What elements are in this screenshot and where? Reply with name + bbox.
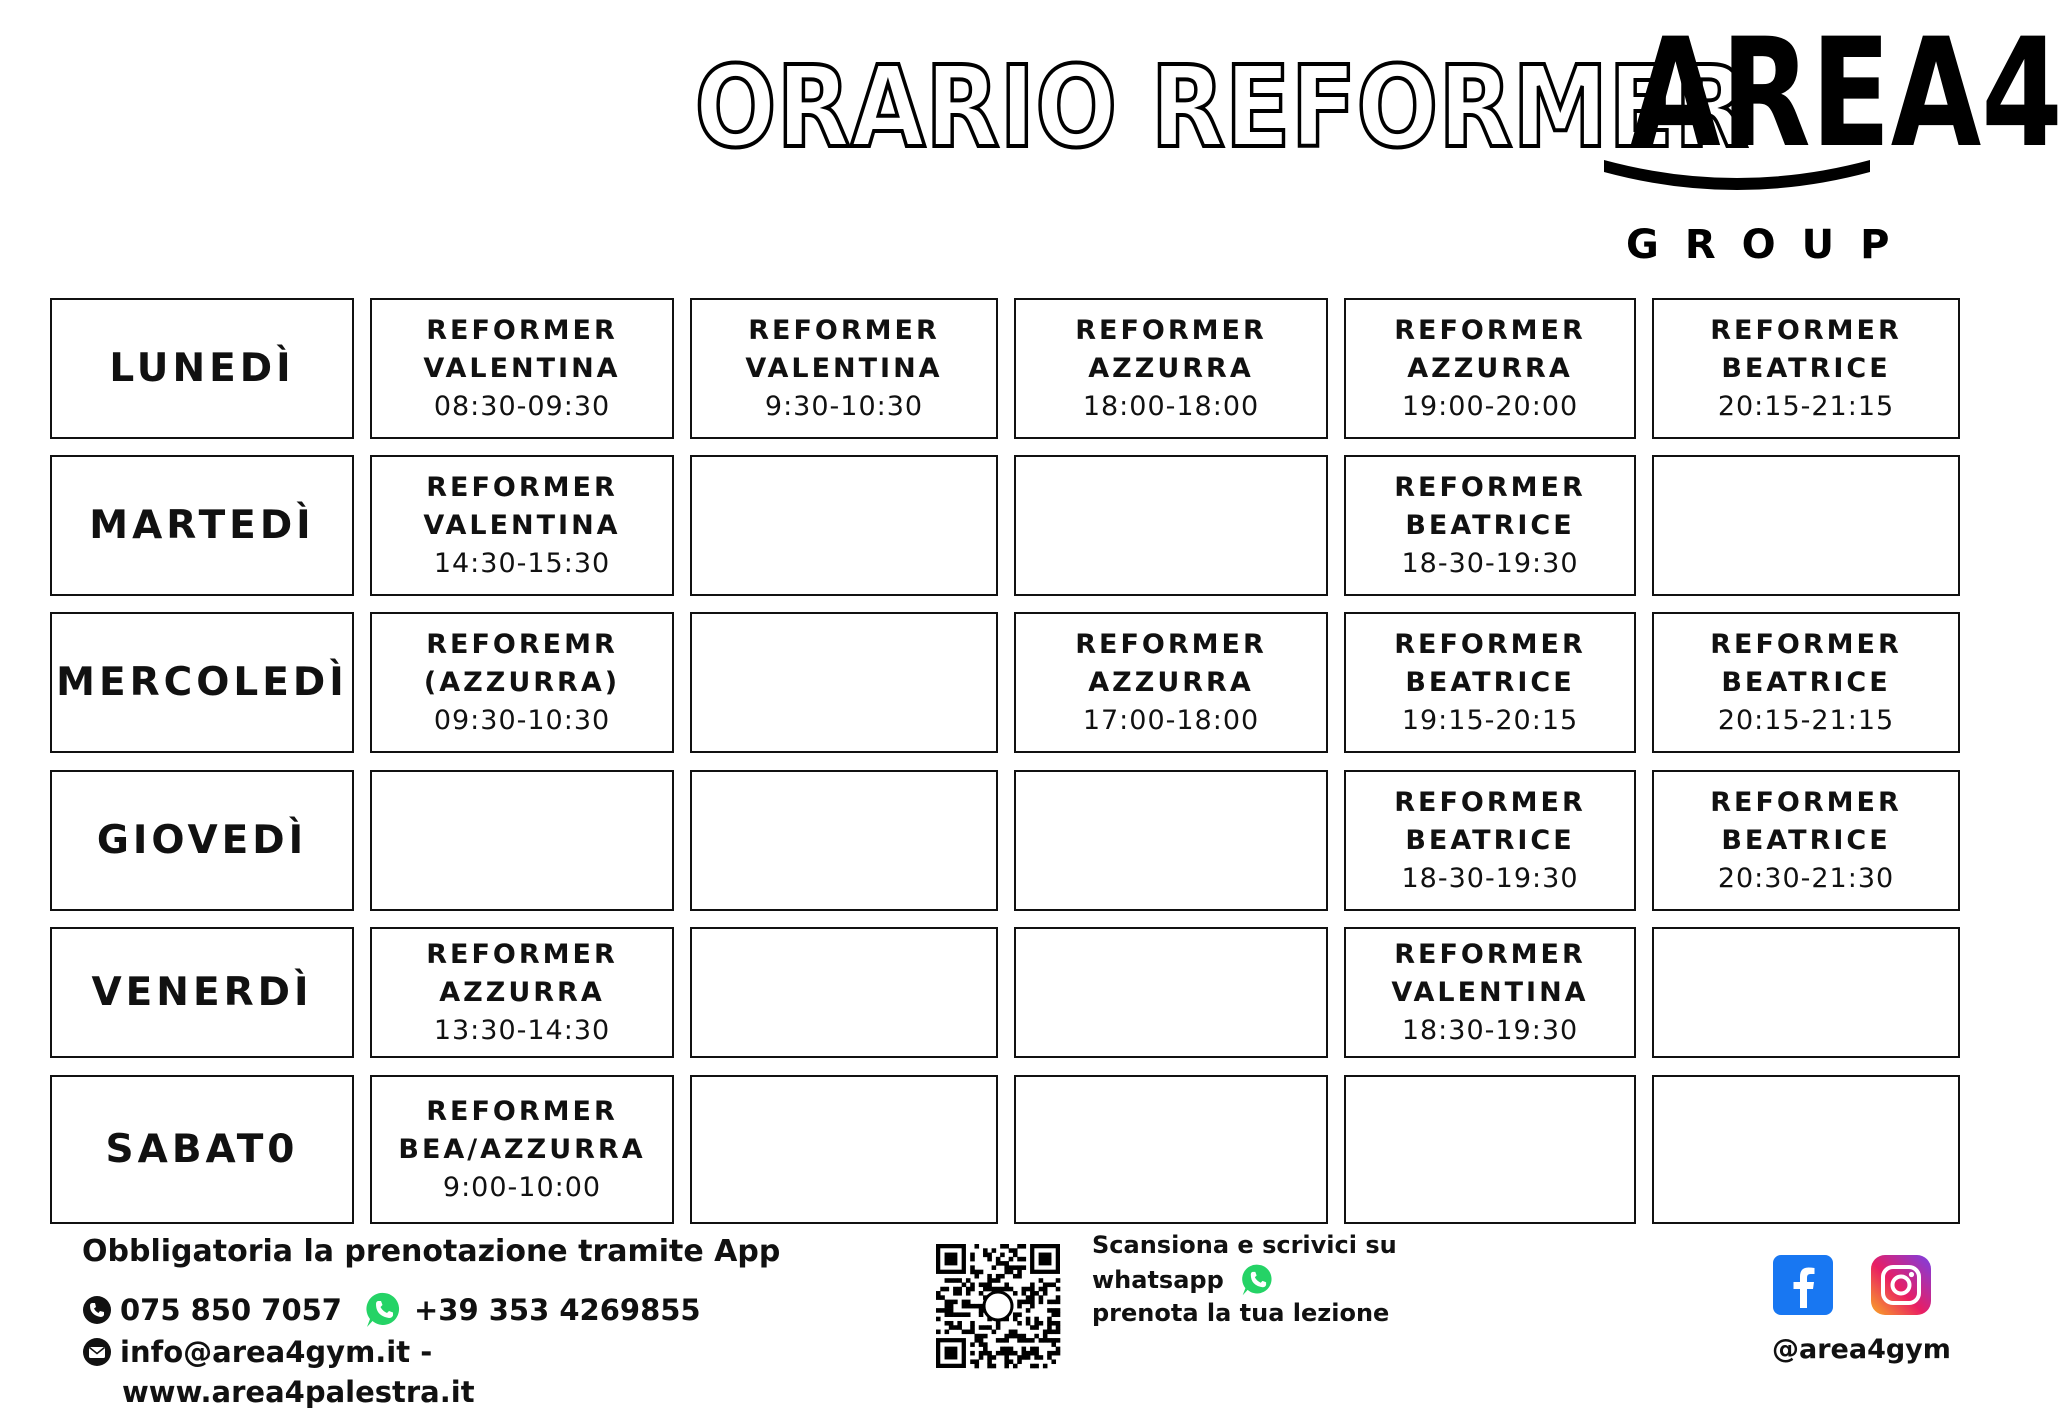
class-time: 18:00-18:00 [1082,390,1260,422]
empty-slot [1014,770,1328,911]
booking-note: Obbligatoria la prenotazione tramite App [82,1234,781,1269]
scan-line-2-row [1092,1262,1276,1298]
class-time: 18-30-19:30 [1401,862,1579,894]
class-name: REFORMER [1394,628,1586,660]
empty-slot [1652,927,1960,1058]
class-time: 08:30-09:30 [433,390,611,422]
instructor-name: VALENTINA [423,509,621,541]
instructor-name: VALENTINA [1391,976,1589,1008]
class-name: REFORMER [426,314,618,346]
class-slot [1344,455,1636,596]
whatsapp-number[interactable]: +39 353 4269855 [413,1293,701,1327]
empty-slot [690,770,998,911]
class-slot [1652,298,1960,439]
class-slot [370,1075,674,1224]
empty-slot [1652,455,1960,596]
class-slot [1344,770,1636,911]
empty-slot [1014,1075,1328,1224]
instructor-name: AZZURRA [439,976,605,1008]
class-time: 14:30-15:30 [433,547,611,579]
class-name: REFORMER [426,938,618,970]
class-time: 20:15-21:15 [1717,704,1895,736]
class-time: 9:30-10:30 [764,390,924,422]
facebook-icon[interactable] [1772,1254,1834,1316]
whatsapp-icon [1240,1262,1276,1298]
qr-code[interactable] [936,1244,1060,1368]
class-slot [1014,612,1328,753]
email-icon [82,1337,112,1367]
day-label: GIOVEDÌ [96,818,308,863]
class-time: 13:30-14:30 [433,1014,611,1046]
instructor-name: BEATRICE [1721,666,1891,698]
instructor-name: BEATRICE [1405,509,1575,541]
page-title: ORARIO REFORMER [694,43,1749,173]
instructor-name: AZZURRA [1088,666,1254,698]
day-label: MARTEDÌ [89,503,315,548]
instructor-name: (AZZURRA) [423,666,621,698]
class-name: REFOREMR [426,628,618,660]
instructor-name: AZZURRA [1407,352,1573,384]
class-name: REFORMER [1394,938,1586,970]
class-name: REFORMER [426,1095,618,1127]
class-slot [690,298,998,439]
empty-slot [1014,927,1328,1058]
class-name: REFORMER [426,471,618,503]
phone-row [82,1290,701,1330]
instructor-name: AZZURRA [1088,352,1254,384]
empty-slot [690,927,998,1058]
class-name: REFORMER [1710,786,1902,818]
scan-line-2: whatsapp [1092,1266,1224,1294]
class-time: 20:15-21:15 [1717,390,1895,422]
email-row [82,1332,432,1372]
class-time: 18-30-19:30 [1401,547,1579,579]
day-cell [50,1075,354,1224]
class-slot [1652,612,1960,753]
class-slot [1652,770,1960,911]
scan-line-1: Scansiona e scrivici su [1092,1231,1397,1259]
empty-slot [690,612,998,753]
class-slot [1344,612,1636,753]
phone-number[interactable]: 075 850 7057 [120,1293,342,1327]
day-label: MERCOLEDÌ [56,660,348,705]
class-time: 9:00-10:00 [442,1171,602,1203]
instructor-name: BEA/AZZURRA [398,1133,646,1165]
social-handle: @area4gym [1772,1334,1951,1365]
class-name: REFORMER [1710,314,1902,346]
class-name: REFORMER [1394,786,1586,818]
class-name: REFORMER [1075,314,1267,346]
phone-icon [82,1295,112,1325]
class-slot [1014,298,1328,439]
instructor-name: VALENTINA [423,352,621,384]
day-label: VENERDÌ [91,970,313,1015]
class-time: 20:30-21:30 [1717,862,1895,894]
empty-slot [690,455,998,596]
class-name: REFORMER [748,314,940,346]
class-slot [1344,298,1636,439]
instructor-name: BEATRICE [1721,352,1891,384]
class-slot [370,298,674,439]
day-cell [50,612,354,753]
class-name: REFORMER [1710,628,1902,660]
class-name: REFORMER [1394,471,1586,503]
class-time: 19:00-20:00 [1401,390,1579,422]
empty-slot [370,770,674,911]
day-label: SABAT0 [105,1127,299,1172]
day-cell [50,770,354,911]
class-time: 17:00-18:00 [1082,704,1260,736]
instagram-icon[interactable] [1870,1254,1932,1316]
class-time: 18:30-19:30 [1401,1014,1579,1046]
class-slot [370,612,674,753]
day-cell [50,298,354,439]
class-slot [370,455,674,596]
logo-subtitle: GROUP [1626,222,1916,268]
class-time: 09:30-10:30 [433,704,611,736]
whatsapp-icon [364,1290,404,1330]
website-link[interactable]: www.area4palestra.it [122,1375,475,1409]
email-address[interactable]: info@area4gym.it - [120,1335,433,1369]
class-name: REFORMER [1075,628,1267,660]
day-cell [50,455,354,596]
empty-slot [1014,455,1328,596]
class-slot [370,927,674,1058]
instructor-name: BEATRICE [1405,824,1575,856]
instructor-name: VALENTINA [745,352,943,384]
instructor-name: BEATRICE [1405,666,1575,698]
class-slot [1344,927,1636,1058]
class-time: 19:15-20:15 [1401,704,1579,736]
day-cell [50,927,354,1058]
logo-wordmark: AREA4 [1630,7,2063,181]
day-label: LUNEDÌ [109,346,295,391]
empty-slot [1344,1075,1636,1224]
scan-line-3: prenota la tua lezione [1092,1299,1390,1327]
class-name: REFORMER [1394,314,1586,346]
empty-slot [690,1075,998,1224]
instructor-name: BEATRICE [1721,824,1891,856]
empty-slot [1652,1075,1960,1224]
